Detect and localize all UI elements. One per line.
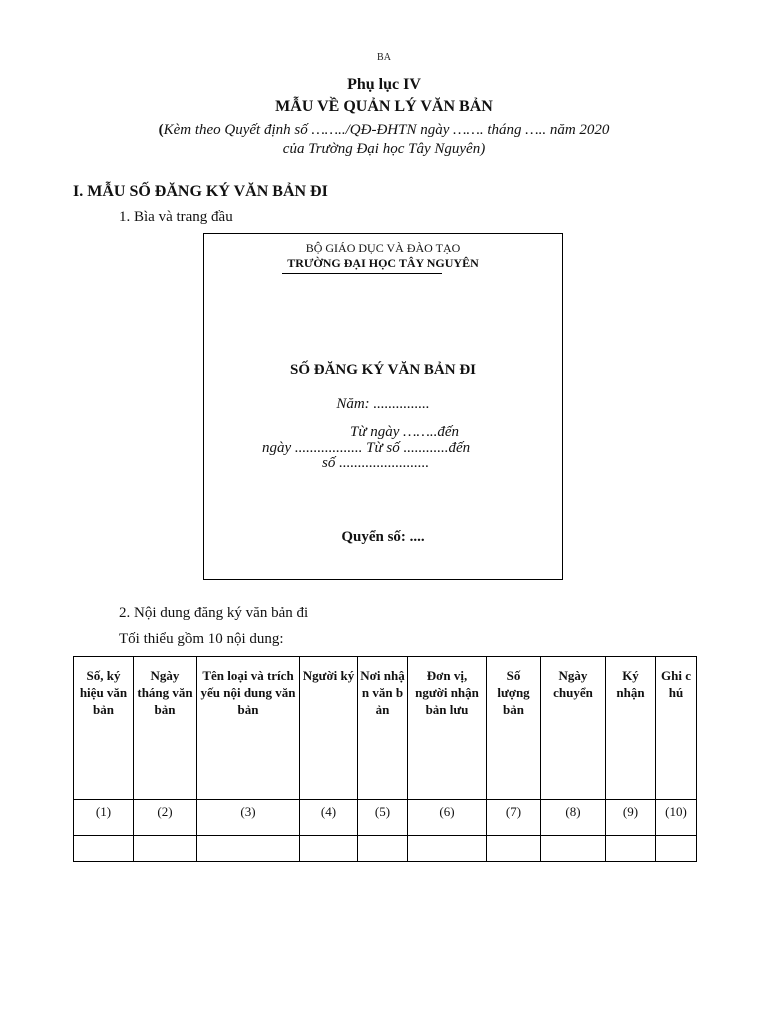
empty-cell <box>541 836 606 862</box>
cover-year: Năm: ............... <box>336 396 430 412</box>
column-header: Ghi chú <box>656 657 697 800</box>
empty-cell <box>358 836 408 862</box>
cover-title: SỐ ĐĂNG KÝ VĂN BẢN ĐI <box>290 362 476 378</box>
subtitle-line-2: của Trường Đại học Tây Nguyên) <box>282 141 486 157</box>
column-number: (8) <box>541 800 606 836</box>
register-table <box>73 656 697 862</box>
empty-cell <box>300 836 358 862</box>
register-cover-box <box>203 233 563 580</box>
column-header: Ngày tháng văn bản <box>134 657 197 800</box>
document-title: MẪU VỀ QUẢN LÝ VĂN BẢN <box>275 98 493 115</box>
column-number: (4) <box>300 800 358 836</box>
column-header: Ngày chuyển <box>541 657 606 800</box>
column-number: (10) <box>656 800 697 836</box>
column-header: Số, ký hiệu văn bản <box>74 657 134 800</box>
column-number: (5) <box>358 800 408 836</box>
subtitle-line-1 <box>0 122 768 139</box>
column-number-row <box>74 800 697 836</box>
appendix-label: Phụ lục IV <box>347 76 421 93</box>
cover-book-number: Quyển số: .... <box>341 529 425 545</box>
empty-cell <box>197 836 300 862</box>
column-header: Ký nhận <box>606 657 656 800</box>
empty-cell <box>656 836 697 862</box>
empty-table-row <box>74 836 697 862</box>
school-name: TRƯỜNG ĐẠI HỌC TÂY NGUYÊN <box>287 256 479 270</box>
column-number: (9) <box>606 800 656 836</box>
empty-cell <box>134 836 197 862</box>
cover-range-line-3: số ........................ <box>322 455 430 471</box>
section-heading: I. MẪU SỐ ĐĂNG KÝ VĂN BẢN ĐI <box>73 183 328 200</box>
table-header-row <box>74 657 697 800</box>
cutoff-header-text: BA <box>377 52 391 60</box>
empty-cell <box>408 836 487 862</box>
empty-cell <box>487 836 541 862</box>
column-number: (1) <box>74 800 134 836</box>
empty-cell <box>74 836 134 862</box>
cover-range-line-1: Từ ngày ……..đến <box>350 424 460 440</box>
decision-reference: Kèm theo Quyết định số ……../QĐ-ĐHTN ngày ……. tháng ….. năm 2020 <box>163 122 610 138</box>
open-paren: ( <box>158 122 164 138</box>
column-number: (3) <box>197 800 300 836</box>
item-content-heading: 2. Nội dung đăng ký văn bản đi <box>119 605 309 621</box>
minimum-content-note: Tối thiểu gồm 10 nội dung: <box>119 631 284 647</box>
column-header: Đơn vị, người nhận bản lưu <box>408 657 487 800</box>
column-header: Số lượng bản <box>487 657 541 800</box>
item-cover-heading: 1. Bìa và trang đầu <box>119 209 233 225</box>
school-underline <box>282 273 442 274</box>
cover-range-line-2: ngày .................. Từ số ............đến <box>262 440 471 456</box>
column-header: Nơi nhận văn bản <box>358 657 408 800</box>
empty-cell <box>606 836 656 862</box>
column-header: Người ký <box>300 657 358 800</box>
column-header: Tên loại và trích yếu nội dung văn bản <box>197 657 300 800</box>
ministry-name: BỘ GIÁO DỤC VÀ ĐÀO TẠO <box>305 241 461 255</box>
column-number: (7) <box>487 800 541 836</box>
column-number: (6) <box>408 800 487 836</box>
column-number: (2) <box>134 800 197 836</box>
